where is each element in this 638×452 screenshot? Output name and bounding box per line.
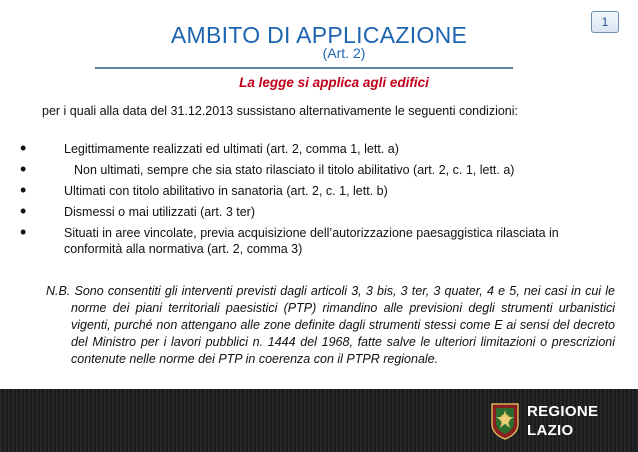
- bullet-icon: •: [20, 138, 27, 158]
- title-divider: [95, 67, 513, 69]
- logo-text-regione: REGIONE: [527, 403, 599, 420]
- list-item-text: Legittimamente realizzati ed ultimati (art. 2, comma 1, lett. a): [64, 142, 399, 156]
- list-item-text: Non ultimati, sempre che sia stato rilasciato il titolo abilitativo (art. 2, c. 1, lett. a): [74, 163, 515, 177]
- regione-lazio-emblem-icon: [489, 400, 521, 440]
- list-item-text: Ultimati con titolo abilitativo in sanatoria (art. 2, c. 1, lett. b): [64, 184, 388, 198]
- slide-subtitle: (Art. 2): [322, 45, 366, 61]
- list-item: [20, 159, 610, 179]
- slide-title: AMBITO DI APPLICAZIONE: [170, 22, 468, 48]
- footer-bar: [0, 389, 638, 452]
- conditions-list: [20, 138, 610, 262]
- list-item: [20, 180, 610, 200]
- list-item-text: Dismessi o mai utilizzati (art. 3 ter): [64, 205, 256, 219]
- list-item: [20, 201, 610, 221]
- note-paragraph: N.B. Sono consentiti gli interventi previsti dagli articoli 3, 3 bis, 3 ter, 3 quater, 4 e 5, nei casi in cui le norme dei piani territoriali paesistici (PTP) rimandino alle previsioni degli strumenti urbanistici vigenti, purché non attengano alle zone definite dagli strumenti stessi come E ai sensi del decreto del Ministro per i lavori pubblici n. 1444 del 1968, fatte salve le ulteriori limitazioni o prescrizioni contenute nelle norme dei PTP in coerenza con il PTPR regionale.: [46, 284, 615, 366]
- bullet-icon: •: [20, 222, 27, 242]
- logo-text-lazio: LAZIO: [527, 422, 574, 439]
- slide-subheading: La legge si applica agli edifici: [239, 75, 429, 90]
- bullet-icon: •: [20, 201, 27, 221]
- list-item: [20, 138, 610, 158]
- list-item-text: Situati in aree vincolate, previa acquisizione dell’autorizzazione paesaggistica rilasciata in conformità alla normativa (art. 2, comma 3): [64, 226, 559, 256]
- bullet-icon: •: [20, 159, 27, 179]
- page-number-badge: 1: [591, 11, 619, 33]
- intro-text: per i quali alla data del 31.12.2013 sussistano alternativamente le seguenti condizioni:: [42, 104, 519, 118]
- regione-lazio-logo: [489, 400, 619, 442]
- bullet-icon: •: [20, 180, 27, 200]
- list-item: [20, 222, 610, 257]
